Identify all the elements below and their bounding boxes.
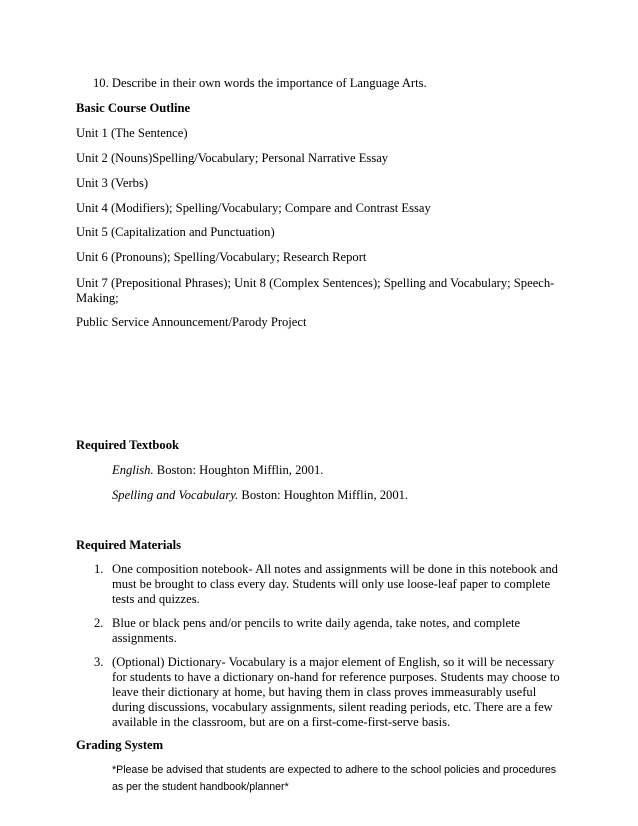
book-title: Spelling and Vocabulary. — [112, 488, 239, 502]
materials-heading: Required Materials — [76, 538, 182, 552]
textbook-spelling — [112, 488, 408, 503]
material-2-number: 2. — [94, 616, 104, 630]
outline-unit-7-8: Unit 7 (Prepositional Phrases); Unit 8 (Complex Sentences); Spelling and Vocabulary; Speech-Making; — [76, 276, 555, 305]
grading-policy-note: *Please be advised that students are expected to adhere to the school policies and procedures as per the student handbook/planner* — [112, 764, 557, 793]
item-number: 10. — [93, 76, 109, 90]
outline-unit-4: Unit 4 (Modifiers); Spelling/Vocabulary; Compare and Contrast Essay — [76, 201, 431, 215]
material-3-text: (Optional) Dictionary- Vocabulary is a major element of English, so it will be necessary for students to have a dictionary on-hand for reference purposes. Students may choose to leave their dictionary at home, but having them in class proves immeasurably useful during discussions, vocabulary assignments, silent reading periods, etc. There are a few available in the classroom, but are on a first-come-first-serve basis. — [112, 655, 560, 729]
outline-unit-5: Unit 5 (Capitalization and Punctuation) — [76, 225, 275, 239]
textbook-english — [112, 463, 323, 478]
course-outline-heading: Basic Course Outline — [76, 101, 191, 115]
outline-unit-6: Unit 6 (Pronouns); Spelling/Vocabulary; Research Report — [76, 250, 367, 264]
outline-unit-3: Unit 3 (Verbs) — [76, 176, 149, 190]
item-text: Describe in their own words the importance of Language Arts. — [111, 76, 427, 90]
outline-unit-2: Unit 2 (Nouns)Spelling/Vocabulary; Personal Narrative Essay — [76, 151, 389, 165]
outline-unit-1: Unit 1 (The Sentence) — [76, 126, 188, 140]
material-1-number: 1. — [94, 562, 104, 576]
material-2-text: Blue or black pens and/or pencils to write daily agenda, take notes, and complete assignments. — [112, 616, 521, 645]
textbook-heading: Required Textbook — [76, 438, 179, 452]
grading-heading: Grading System — [76, 738, 164, 752]
outline-project: Public Service Announcement/Parody Project — [76, 315, 307, 329]
material-3-number: 3. — [94, 655, 104, 669]
book-title: English. — [112, 463, 154, 477]
book-publication: Boston: Houghton Mifflin, 2001. — [238, 488, 409, 502]
list-item-10 — [93, 76, 427, 91]
material-1-text: One composition notebook- All notes and assignments will be done in this notebook and must be brought to class every day. Students will only use loose-leaf paper to complete tests and quizzes. — [112, 562, 558, 606]
book-publication: Boston: Houghton Mifflin, 2001. — [153, 463, 324, 477]
